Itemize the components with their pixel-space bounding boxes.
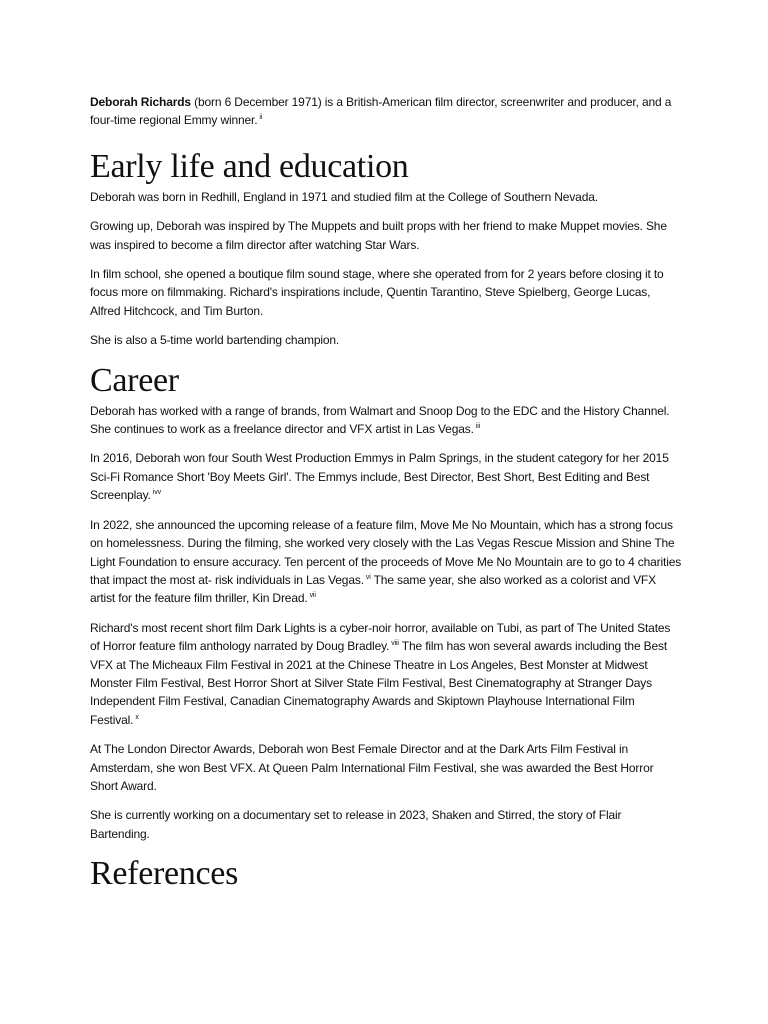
footnote-ref[interactable]: vi xyxy=(365,573,371,581)
early-life-paragraph-1: Deborah was born in Redhill, England in 1971 and studied film at the College of Southern Nevada. xyxy=(90,189,598,204)
career-paragraph-4-text-b: The film has won several awards including the Best VFX at The Micheaux Film Festival in 2021 at the Chinese Theatre in Los Angeles, Best Monster at Midwest Monster Film Festival, Best Horror Short at Silver State Film Festival, Best Cinematography at Stranger Days Independent Film Festival, Canadian Cinematography Awards and Skiptown Playhouse International Film Festival. xyxy=(90,639,668,727)
career-paragraph-2-text: In 2016, Deborah won four South West Production Emmys in Palm Springs, in the student category for her 2015 Sci-Fi Romance Short 'Boy Meets Girl'. The Emmys include, Best Director, Best Short, Best Editing and Best Screenplay. xyxy=(90,451,669,503)
career-paragraph-6: She is currently working on a documentary set to release in 2023, Shaken and Stirred, the story of Flair Bartending. xyxy=(90,808,622,841)
footnote-ref[interactable]: ivv xyxy=(152,489,161,497)
career-paragraph-5: At The London Director Awards, Deborah won Best Female Director and at the Dark Arts Film Festival in Amsterdam, she won Best VFX. At Queen Palm International Film Festival, she was awarded the Best Horror Short Award. xyxy=(90,742,654,793)
footnote-ref[interactable]: vii xyxy=(309,592,316,600)
footnote-ref[interactable]: iii xyxy=(475,423,481,431)
career-paragraph-4-text-a: Richard's most recent short film Dark Lights is a cyber-noir horror, available on Tubi, as part of The United States of Horror feature film anthology narrated by Doug Bradley. xyxy=(90,620,671,654)
document-page xyxy=(90,93,682,895)
footnote-ref[interactable]: ii xyxy=(259,114,263,122)
career-paragraph-4 xyxy=(90,619,682,729)
early-life-paragraph-2: Growing up, Deborah was inspired by The Muppets and built props with her friend to make Muppet movies. She was inspired to become a film director after watching Star Wars. xyxy=(90,219,667,252)
career-paragraph-3-text-a: In 2022, she announced the upcoming release of a feature film, Move Me No Mountain, which has a strong focus on homelessness. During the filming, she worked very closely with the Las Vegas Rescue Mission and Shine The Light Foundation to ensure accuracy. Ten percent of the proceeds of Move Me No Mountain are to go to 4 charities that impact the most at- risk individuals in Las Vegas. xyxy=(90,517,682,587)
footnote-ref[interactable]: x xyxy=(135,713,139,721)
career-paragraph-1 xyxy=(90,402,682,439)
career-paragraph-3-text-b: The same year, she also worked as a colorist and VFX artist for the feature film thriller, Kin Dread. xyxy=(90,572,656,606)
career-paragraph-3 xyxy=(90,516,682,608)
career-paragraph-1-text: Deborah has worked with a range of brands, from Walmart and Snoop Dog to the EDC and the History Channel. She continues to work as a freelance director and VFX artist in Las Vegas. xyxy=(90,403,670,437)
heading-early-life: Early life and education xyxy=(90,147,409,185)
early-life-paragraph-4: She is also a 5-time world bartending champion. xyxy=(90,333,340,348)
subject-name: Deborah Richards xyxy=(90,95,191,109)
early-life-paragraph-3: In film school, she opened a boutique film sound stage, where she operated from for 2 years before closing it to focus more on filmmaking. Richard's inspirations include, Quentin Tarantino, Steve Spielberg, George Lucas, Alfred Hitchcock, and Tim Burton. xyxy=(90,267,664,318)
heading-references: References xyxy=(90,855,239,893)
intro-text: (born 6 December 1971) is a British-American film director, screenwriter and producer, and a four-time regional Emmy winner. xyxy=(90,95,672,128)
heading-career: Career xyxy=(90,361,179,399)
career-paragraph-2 xyxy=(90,449,682,504)
footnote-ref[interactable]: viii xyxy=(391,640,399,648)
intro-paragraph xyxy=(90,93,682,130)
